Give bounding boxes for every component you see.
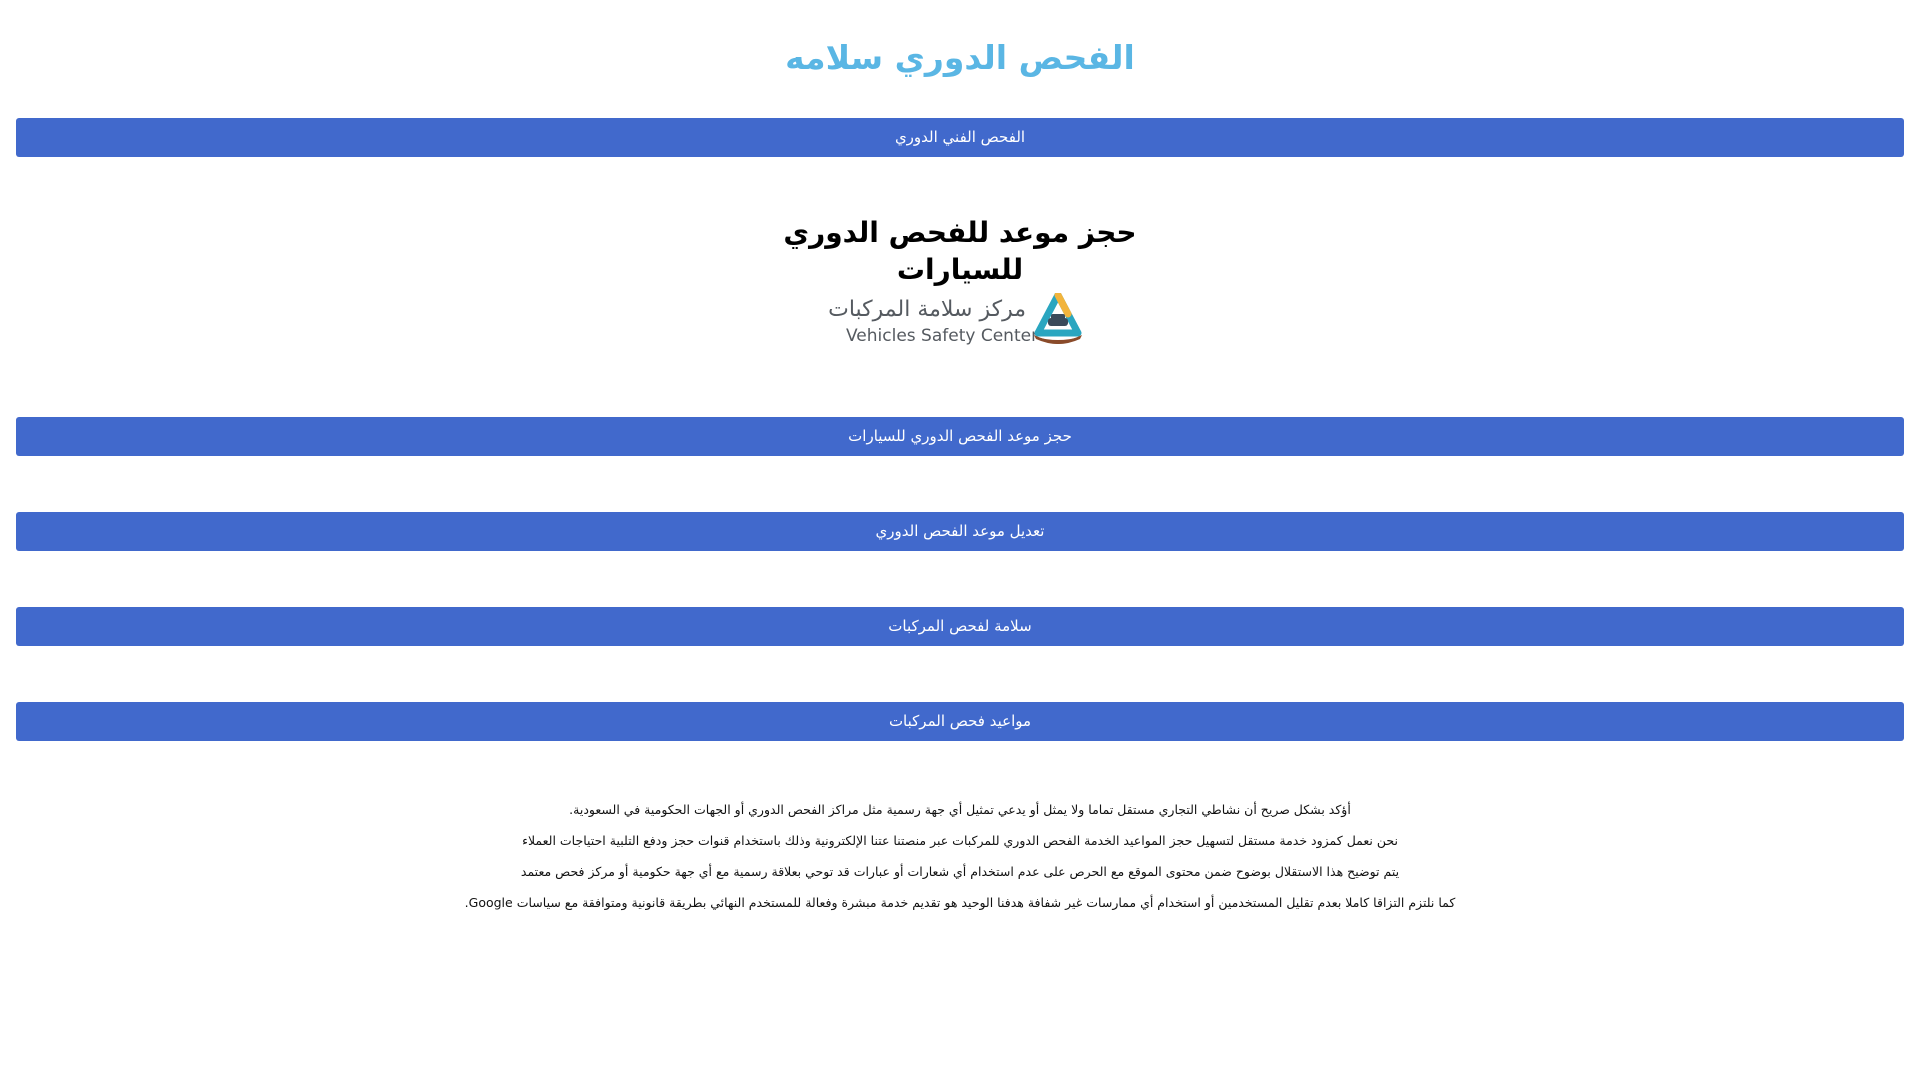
modify-appointment-button[interactable]: تعديل موعد الفحص الدوري [16, 512, 1904, 551]
booking-banner-image[interactable] [760, 200, 1160, 360]
disclaimer-line: أؤكد بشكل صريح أن نشاطي التجاري مستقل تماما ولا يمثل أو يدعي تمثيل أي جهة رسمية مثل مراكز الفحص الدوري أو الجهات الحكومية في السعودية. [569, 802, 1351, 817]
book-appointment-button[interactable]: حجز موعد الفحص الدوري للسيارات [16, 417, 1904, 456]
banner-headline-line2: للسيارات [896, 253, 1024, 286]
disclaimer-line: نحن نعمل كمزود خدمة مستقل لتسهيل حجز المواعيد الخدمة الفحص الدوري للمركبات عبر منصتنا عتنا الإلكترونية وذلك باستخدام قنوات حجز ودفع التلبية احتياجات العملاء [522, 833, 1398, 848]
disclaimer [0, 794, 1920, 918]
disclaimer-line: كما نلتزم التزاقا كاملا بعدم تقليل المستخدمين أو استخدام أي ممارسات غير شفافة هدفنا الوحيد هو تقديم خدمة مبشرة وفعالة للمستخدم النهائي بطريقة قانونية ومتوافقة مع سياسات Google. [464, 895, 1456, 910]
disclaimer-line: يتم توضيح هذا الاستقلال بوضوح ضمن محتوى الموقع مع الحرص على عدم استخدام أي شعارات أو عبارات قد توحي بعلاقة رسمية مع أي جهة حكومية أو مركز فحص معتمد [520, 864, 1400, 879]
vehicles-safety-center-logo [828, 293, 1086, 353]
inspection-schedules-button[interactable]: مواعيد فحص المركبات [16, 702, 1904, 741]
page-title: الفحص الدوري سلامه [785, 38, 1135, 77]
salama-inspection-button[interactable]: سلامة لفحص المركبات [16, 607, 1904, 646]
banner-headline-line1: حجز موعد للفحص الدوري [783, 216, 1137, 249]
periodic-inspection-button[interactable]: الفحص الفني الدوري [16, 118, 1904, 157]
banner-headline [760, 214, 1160, 288]
vehicle-safety-emblem-icon [1032, 293, 1084, 349]
logo-english-text: Vehicles Safety Center [846, 326, 1039, 346]
logo-arabic-text: مركز سلامة المركبات [828, 297, 1026, 322]
